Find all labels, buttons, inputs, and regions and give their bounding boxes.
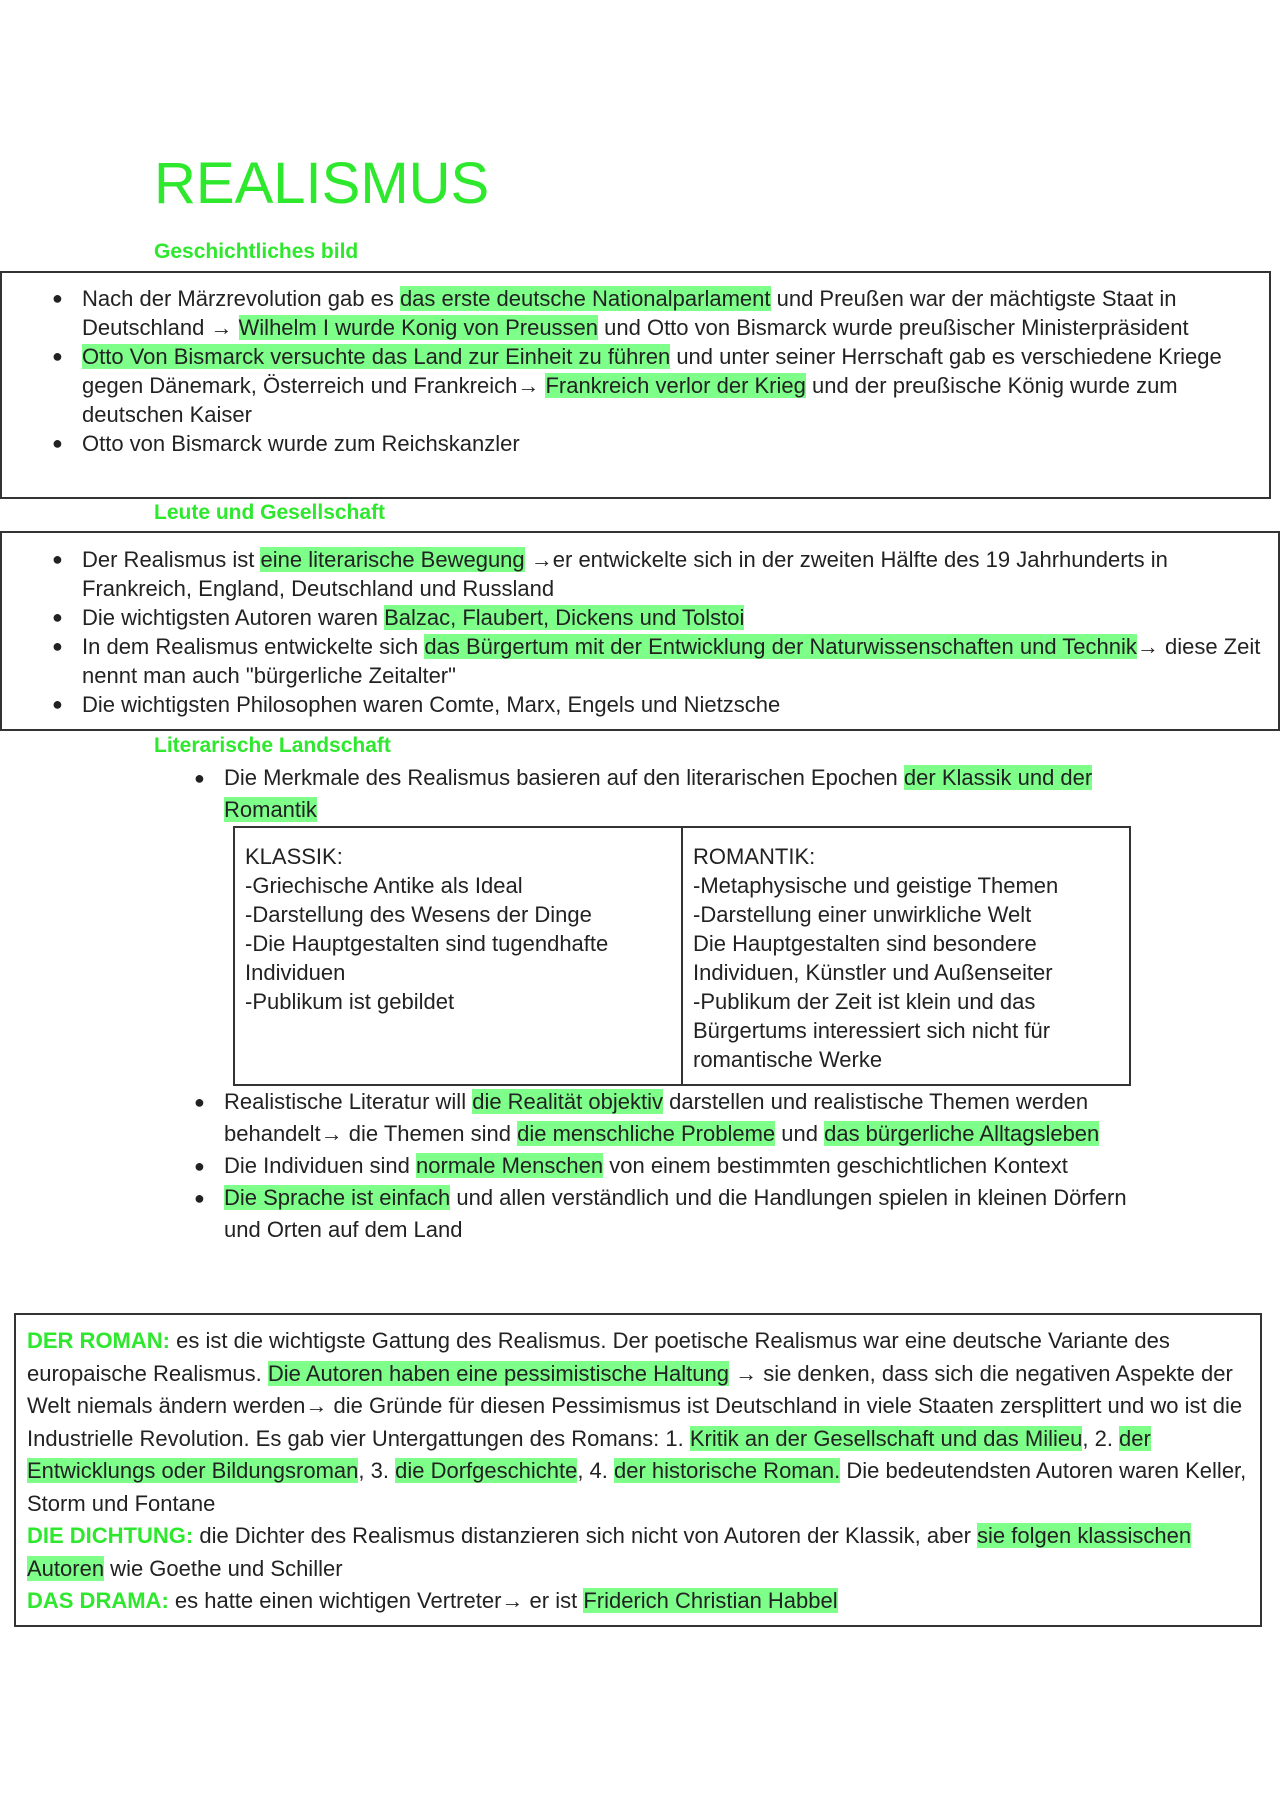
table-line: -Metaphysische und geistige Themen: [693, 873, 1059, 898]
list-item: [42, 342, 1259, 429]
history-list: [42, 284, 1259, 458]
bullet-icon: ●: [52, 636, 63, 656]
highlighted-text: das Bürgertum mit der Entwicklung der Naturwissenschaften und Technik: [424, 634, 1137, 659]
text-run: Otto von Bismarck wurde zum Reichskanzler: [82, 431, 520, 456]
genre-label: DER ROMAN:: [27, 1328, 170, 1353]
history-box: [0, 271, 1271, 499]
page-title: REALISMUS: [154, 151, 490, 216]
list-item: [42, 545, 1278, 603]
table-line: ROMANTIK:: [693, 844, 816, 869]
text-run: Die wichtigsten Autoren waren: [82, 605, 385, 630]
text-run: es ist die wichtigste Gattung des Realismus. Der poetische Realismus war eine deutsche Variante des europaische Realismus.: [27, 1328, 1170, 1386]
list-item: [184, 1182, 1144, 1246]
bullet-icon: ●: [52, 549, 63, 569]
table-line: -Publikum ist gebildet: [245, 989, 455, 1014]
highlighted-text: die Dorfgeschichte: [395, 1458, 578, 1483]
text-run: Der Realismus ist: [82, 547, 261, 572]
bullet-icon: ●: [194, 1156, 205, 1176]
highlighted-text: sie folgen klassischen Autoren: [27, 1523, 1192, 1581]
text-run: und: [775, 1121, 825, 1146]
highlighted-text: der Entwicklungs oder Bildungsroman: [27, 1425, 1151, 1483]
bullet-icon: ●: [194, 1188, 205, 1208]
list-item: [184, 1086, 1144, 1150]
highlighted-text: eine literarische Bewegung: [260, 547, 525, 572]
section-heading-society: Leute und Gesellschaft: [154, 501, 386, 524]
text-run: es hatte einen wichtigen Vertreter→ er ist: [168, 1588, 584, 1613]
table-line: KLASSIK:: [245, 844, 343, 869]
list-item-text: [82, 547, 1168, 601]
list-item-text: [82, 692, 780, 717]
text-run: Realistische Literatur will: [224, 1089, 473, 1114]
highlighted-text: Friderich Christian Habbel: [583, 1588, 838, 1613]
highlighted-text: normale Menschen: [416, 1153, 604, 1178]
table-cell-klassik: [235, 828, 681, 1084]
table-line: Die Hauptgestalten sind besondere Individuen, Künstler und Außenseiter: [693, 931, 1053, 985]
highlighted-text: das erste deutsche Nationalparlament: [399, 286, 771, 311]
list-item-text: [224, 1185, 1127, 1242]
highlighted-text: Frankreich verlor der Krieg: [545, 373, 806, 398]
bullet-icon: ●: [52, 433, 63, 453]
text-run: darstellen und realistische Themen werden behandelt→ die Themen sind: [224, 1089, 1089, 1146]
list-item-text: [82, 286, 1189, 340]
list-item: [42, 284, 1259, 342]
society-box: [0, 531, 1280, 731]
text-run: , 3.: [358, 1458, 396, 1483]
list-item: [184, 1150, 1144, 1182]
highlighted-text: Die Autoren haben eine pessimistische Haltung: [267, 1360, 729, 1386]
bullet-icon: ●: [52, 346, 63, 366]
genre-paragraph: [27, 1520, 1248, 1585]
list-item: [42, 690, 1278, 719]
text-run: In dem Realismus entwickelte sich: [82, 634, 425, 659]
table-line: -Publikum der Zeit ist klein und das Bürgertums interessiert sich nicht für romantische Werke: [693, 989, 1051, 1072]
highlighted-text: die Realität objektiv: [472, 1089, 663, 1114]
literature-list: [184, 1086, 1144, 1246]
genre-paragraph: [27, 1585, 1248, 1618]
table-cell-romantik: [681, 828, 1129, 1084]
genres-box: [14, 1313, 1262, 1627]
text-run: Die bedeutendsten Autoren waren Keller, Storm und Fontane: [27, 1458, 1247, 1516]
list-item: [42, 429, 1259, 458]
bullet-icon: ●: [52, 288, 63, 308]
list-item-text: [82, 634, 1260, 688]
text-run: , 4.: [577, 1458, 614, 1483]
text-run: von einem bestimmten geschichtlichen Kontext: [603, 1153, 1068, 1178]
text-run: Die Merkmale des Realismus basieren auf den literarischen Epochen: [224, 765, 904, 790]
text-run: Nach der Märzrevolution gab es: [82, 286, 400, 311]
highlighted-text: die menschliche Probleme: [517, 1121, 776, 1146]
text-run: , 2.: [1082, 1425, 1120, 1451]
comparison-table: [233, 826, 1131, 1086]
text-run: →er entwickelte sich in der zweiten Hälfte des 19 Jahrhunderts in Frankreich, England, Deutschland und Russland: [82, 547, 1168, 601]
list-item: ● Die Merkmale des Realismus basieren auf den literarischen Epochen der Klassik und der Romantik: [194, 765, 1093, 822]
bullet-icon: ●: [52, 694, 63, 714]
table-line: -Darstellung einer unwirkliche Welt: [693, 902, 1032, 927]
list-item-text: [224, 1089, 1099, 1146]
highlighted-text: der Klassik und der Romantik: [224, 765, 1093, 822]
highlighted-text: Kritik an der Gesellschaft und das Milieu: [689, 1425, 1083, 1451]
text-run: → sie denken, dass sich die negativen Aspekte der Welt niemals ändern werden→ die Gründe für diesen Pessimismus ist Deutschland in viele Staaten zersplittert und wo ist die Industrielle Revolution. Es gab vier Untergattungen des Romans: 1.: [27, 1360, 1243, 1451]
text-run: und allen verständlich und die Handlungen spielen in kleinen Dörfern und Orten auf dem Land: [224, 1185, 1127, 1242]
section-heading-history: Geschichtliches bild: [154, 240, 359, 263]
text-run: wie Goethe und Schiller: [104, 1555, 343, 1581]
literature-points: [184, 1086, 1144, 1246]
list-item-text: [82, 605, 744, 630]
table-line: -Die Hauptgestalten sind tugendhafte Individuen: [245, 931, 609, 985]
list-item-text: [224, 1153, 1068, 1178]
genre-paragraph: [27, 1325, 1248, 1520]
highlighted-text: Die Sprache ist einfach: [224, 1185, 451, 1210]
highlighted-text: Wilhelm I wurde Konig von Preussen: [238, 315, 599, 340]
text-run: Die wichtigsten Philosophen waren Comte, Marx, Engels und Nietzsche: [82, 692, 781, 717]
genre-label: DAS DRAMA:: [27, 1588, 169, 1613]
highlighted-text: Otto Von Bismarck versuchte das Land zur Einheit zu führen: [82, 344, 671, 369]
text-run: die Dichter des Realismus distanzieren sich nicht von Autoren der Klassik, aber: [193, 1523, 978, 1548]
list-item: [42, 632, 1278, 690]
highlighted-text: Balzac, Flaubert, Dickens und Tolstoi: [384, 605, 745, 630]
text-run: → diese Zeit nennt man auch "bürgerliche Zeitalter": [82, 634, 1261, 688]
text-run: und der preußische König wurde zum deutschen Kaiser: [82, 373, 1178, 427]
literature-intro: [184, 762, 1144, 826]
list-item-text: [82, 344, 1222, 427]
bullet-icon: ●: [52, 607, 63, 627]
table-line: -Griechische Antike als Ideal: [245, 873, 523, 898]
text-run: Die Individuen sind: [224, 1153, 417, 1178]
genres-content: [27, 1325, 1248, 1618]
highlighted-text: das bürgerliche Alltagsleben: [824, 1121, 1100, 1146]
intro-list: [184, 762, 1144, 826]
society-list: [42, 545, 1278, 719]
table-line: -Darstellung des Wesens der Dinge: [245, 902, 592, 927]
bullet-icon: ●: [194, 1092, 205, 1112]
highlighted-text: der historische Roman.: [614, 1458, 841, 1483]
section-heading-literature: Literarische Landschaft: [154, 734, 391, 757]
text-run: und unter seiner Herrschaft gab es verschiedene Kriege gegen Dänemark, Österreich und Frankreich→: [82, 344, 1222, 398]
text-run: und Otto von Bismarck wurde preußischer Ministerpräsident: [598, 315, 1189, 340]
list-item-text: [82, 431, 520, 456]
list-item: [42, 603, 1278, 632]
text-run: und Preußen war der mächtigste Staat in Deutschland →: [82, 286, 1177, 340]
genre-label: DIE DICHTUNG:: [27, 1523, 194, 1548]
